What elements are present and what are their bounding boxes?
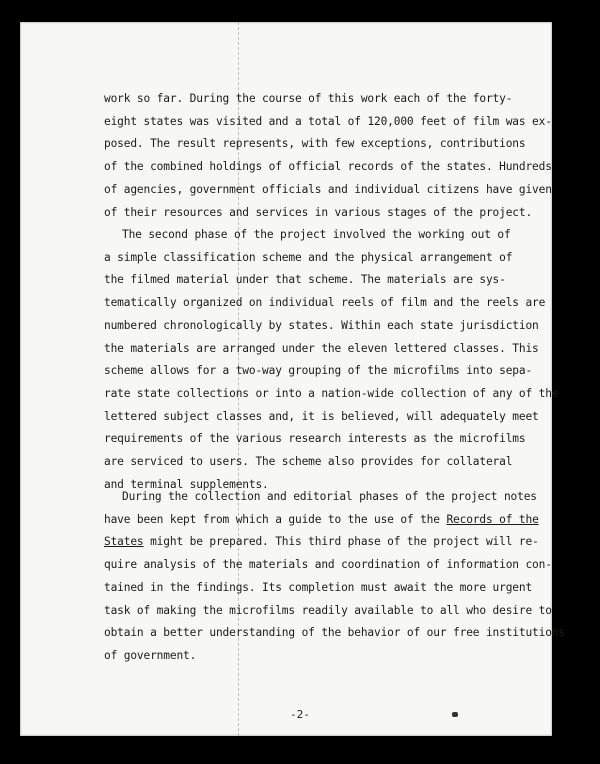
text-line (104, 509, 539, 532)
text-line: posed. The result represents, with few exceptions, contributions (104, 137, 526, 151)
text-line: are serviced to users. The scheme also provides for collateral (104, 455, 513, 469)
page-number: -2- (290, 708, 310, 721)
text-line: rate state collections or into a nation-wide collection of any of the (104, 386, 559, 400)
title-reference: Records of the (446, 512, 539, 526)
text-line (104, 531, 539, 554)
text-line: the filmed material under that scheme. The materials are sys- (104, 273, 506, 287)
paragraph-1 (104, 88, 552, 224)
text-line: obtain a better understanding of the behavior of our free institutions (104, 626, 565, 640)
text-line: and terminal supplements. (104, 477, 269, 491)
text-line: lettered subject classes and, it is believed, will adequately meet (104, 409, 539, 423)
text-line: task of making the microfilms readily available to all who desire to (104, 603, 552, 617)
text-line: of the combined holdings of official records of the states. Hundreds (104, 160, 552, 174)
paragraph-3 (104, 486, 565, 668)
text-line: work so far. During the course of this work each of the forty- (104, 92, 513, 105)
title-reference: States (104, 535, 144, 549)
text-line: a simple classification scheme and the physical arrangement of (104, 250, 513, 264)
text-line: During the collection and editorial phases of the project notes (122, 490, 537, 503)
text-line: tained in the findings. Its completion must await the more urgent (104, 580, 533, 594)
text-line: requirements of the various research interests as the microfilms (104, 432, 526, 446)
text-fragment: have been kept from which a guide to the use of the (104, 512, 447, 526)
text-line: of their resources and services in various stages of the project. (104, 205, 533, 219)
text-line: of agencies, government officials and individual citizens have given (104, 182, 552, 196)
text-line: of government. (104, 648, 197, 662)
ink-speck (452, 712, 458, 717)
text-line: tematically organized on individual reels of film and the reels are (104, 296, 546, 310)
text-line: quire analysis of the materials and coordination of information con- (104, 558, 552, 572)
text-line: eight states was visited and a total of 120,000 feet of film was ex- (104, 114, 552, 128)
text-fragment: might be prepared. This third phase of the project will re- (143, 535, 539, 549)
document-page (20, 22, 565, 736)
text-line: scheme allows for a two-way grouping of the microfilms into sepa- (104, 364, 533, 378)
text-line: numbered chronologically by states. Within each state jurisdiction (104, 318, 539, 332)
paragraph-2 (104, 224, 559, 496)
text-line: The second phase of the project involved the working out of (122, 228, 511, 241)
text-line: the materials are arranged under the eleven lettered classes. This (104, 341, 539, 355)
